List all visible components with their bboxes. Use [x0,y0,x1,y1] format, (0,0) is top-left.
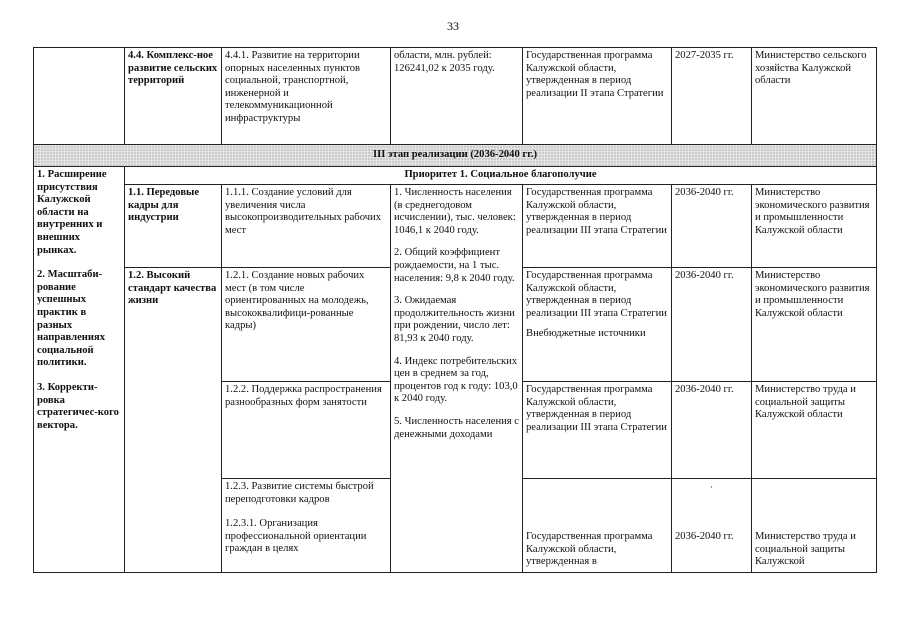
period-cell: 2036-2040 гг. [672,268,752,382]
source-cell [523,479,672,573]
measure-subitem: 1.2.3.1. Организация профессиональной ориентации граждан в целях [225,518,367,555]
indicator-item: 4. Индекс потребительских цен в среднем за год, процентов год к году: 103,0 к 2040 году. [394,355,518,405]
measure-cell: 1.2.2. Поддержка распространения разнообразных форм занятости [222,382,391,479]
indicator-item: 1. Численность населения (в среднегодовом исчислении), тыс. человек: 1046,1 к 2040 году. [394,187,516,236]
indicator-item: 2. Общий коэффициент рождаемости, на 1 тыс. населения: 9,8 к 2040 году. [394,247,515,284]
priority-header-row [34,167,877,185]
page-number: 33 [447,19,459,33]
responsible-cell: Министерство экономического развития и промышленности Калужской области [752,268,877,382]
responsible-cell: Министерство сельского хозяйства Калужской области [752,48,877,145]
task-cell: 4.4. Комплекс-ное развитие сельских территорий [125,48,222,145]
source-text: Государственная программа Калужской области, утвержденная в [526,531,653,568]
indicator-cell: области, млн. рублей: 126241,02 к 2035 году. [391,48,523,145]
goal-cell-empty [34,48,125,145]
responsible-cell: Министерство труда и социальной защиты Калужской области [752,382,877,479]
period-cell [672,479,752,573]
stage-header: III этап реализации (2036-2040 гг.) [34,145,877,167]
responsible-cell [752,479,877,573]
measure-cell: 1.1.1. Создание условий для увеличения числа высокопроизводительных рабочих мест [222,185,391,268]
goals-cell [34,167,125,573]
measure-cell [222,479,391,573]
priority-header: Приоритет 1. Социальное благополучие [125,167,877,185]
source-text: Государственная программа Калужской области, утвержденная в период реализации III этапа Стратегии [526,270,667,319]
period-cell: 2027-2035 гг. [672,48,752,145]
indicators-cell [391,185,523,573]
source-extra: Внебюджетные источники [526,328,646,340]
stage-header-row [34,145,877,167]
task-cell: 1.2. Высокий стандарт качества жизни [125,268,222,573]
indicator-item: 3. Ожидаемая продолжительность жизни при рождении, число лет: 81,93 к 2040 году. [394,295,515,344]
source-cell: Государственная программа Калужской области, утвержденная в период реализации III этапа Стратегии [523,382,672,479]
period-text: 2036-2040 гг. [675,531,734,542]
task-cell: 1.1. Передовые кадры для индустрии [125,185,222,268]
responsible-text: Министерство труда и социальной защиты Калужской [755,531,856,568]
measure-cell: 1.2.1. Создание новых рабочих мест (в том числе ориентированных на молодежь, высококвалифици-рованные кадры) [222,268,391,382]
table-row [34,48,877,145]
indicator-item: 5. Численность населения с денежными доходами [394,415,520,440]
measure-cell: 4.4.1. Развитие на территории опорных населенных пунктов социальной, транспортной, инженерной и телекоммуникационной инфраструктуры [222,48,391,145]
stray-mark: · [710,482,713,492]
strategy-table [33,47,877,573]
goal-item: 1. Расширение присутствия Калужской области на внутренних и внешних рынках. [37,169,107,256]
source-cell [523,268,672,382]
table-row [34,185,877,268]
source-cell: Государственная программа Калужской области, утвержденная в период реализации III этапа Стратегии [523,185,672,268]
period-cell: 2036-2040 гг. [672,382,752,479]
goal-item: 2. Масштаби-рование успешных практик в разных направлениях социальной политики. [37,269,106,369]
period-cell: 2036-2040 гг. [672,185,752,268]
measure-text: 1.2.3. Развитие системы быстрой переподготовки кадров [225,481,374,505]
goal-item: 3. Корректи-ровка стратегичес-кого вектора. [37,381,119,431]
source-cell: Государственная программа Калужской области, утвержденная в период реализации II этапа Стратегии [523,48,672,145]
responsible-cell: Министерство экономического развития и промышленности Калужской области [752,185,877,268]
